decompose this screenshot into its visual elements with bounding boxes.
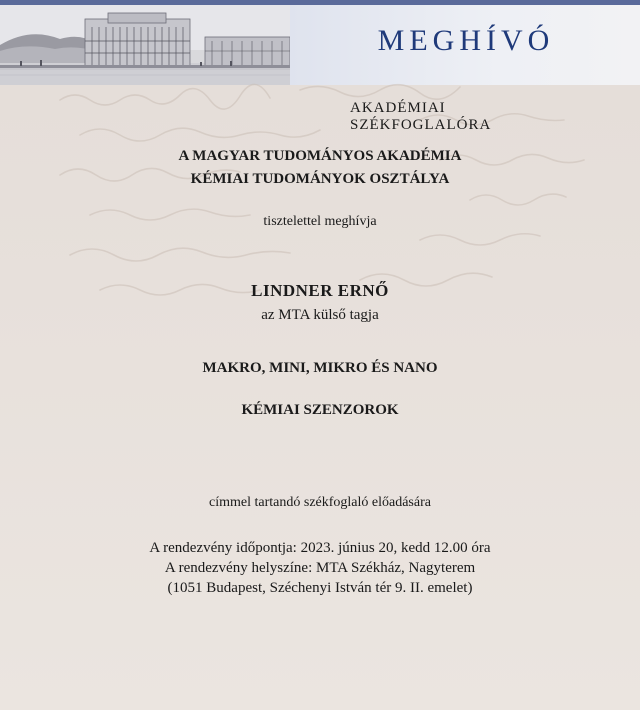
event-date: A rendezvény időpontja: 2023. június 20, kedd 12.00 óra [149, 540, 491, 556]
organizer-section: KÉMIAI TUDOMÁNYOK OSZTÁLYA [190, 171, 450, 187]
invitation-title: MEGHÍVÓ [377, 24, 555, 57]
speaker-role: az MTA külső tagja [261, 307, 379, 323]
talk-title-line1: MAKRO, MINI, MIKRO ÉS NANO [202, 360, 438, 376]
talk-title-line2: KÉMIAI SZENZOROK [241, 402, 399, 418]
invites-text: tisztelettel meghívja [263, 214, 377, 229]
organizer-name: A MAGYAR TUDOMÁNYOS AKADÉMIA [178, 148, 462, 164]
occasion-text: címmel tartandó székfoglaló előadására [209, 495, 431, 510]
event-venue: A rendezvény helyszíne: MTA Székház, Nagyterem [164, 560, 476, 576]
building-engraving-image [0, 5, 290, 85]
event-address: (1051 Budapest, Széchenyi István tér 9. II. emelet) [167, 580, 473, 596]
invitation-subtitle: AKADÉMIAI SZÉKFOGLALÓRA [350, 100, 492, 133]
speaker-name: LINDNER ERNŐ [251, 281, 389, 300]
